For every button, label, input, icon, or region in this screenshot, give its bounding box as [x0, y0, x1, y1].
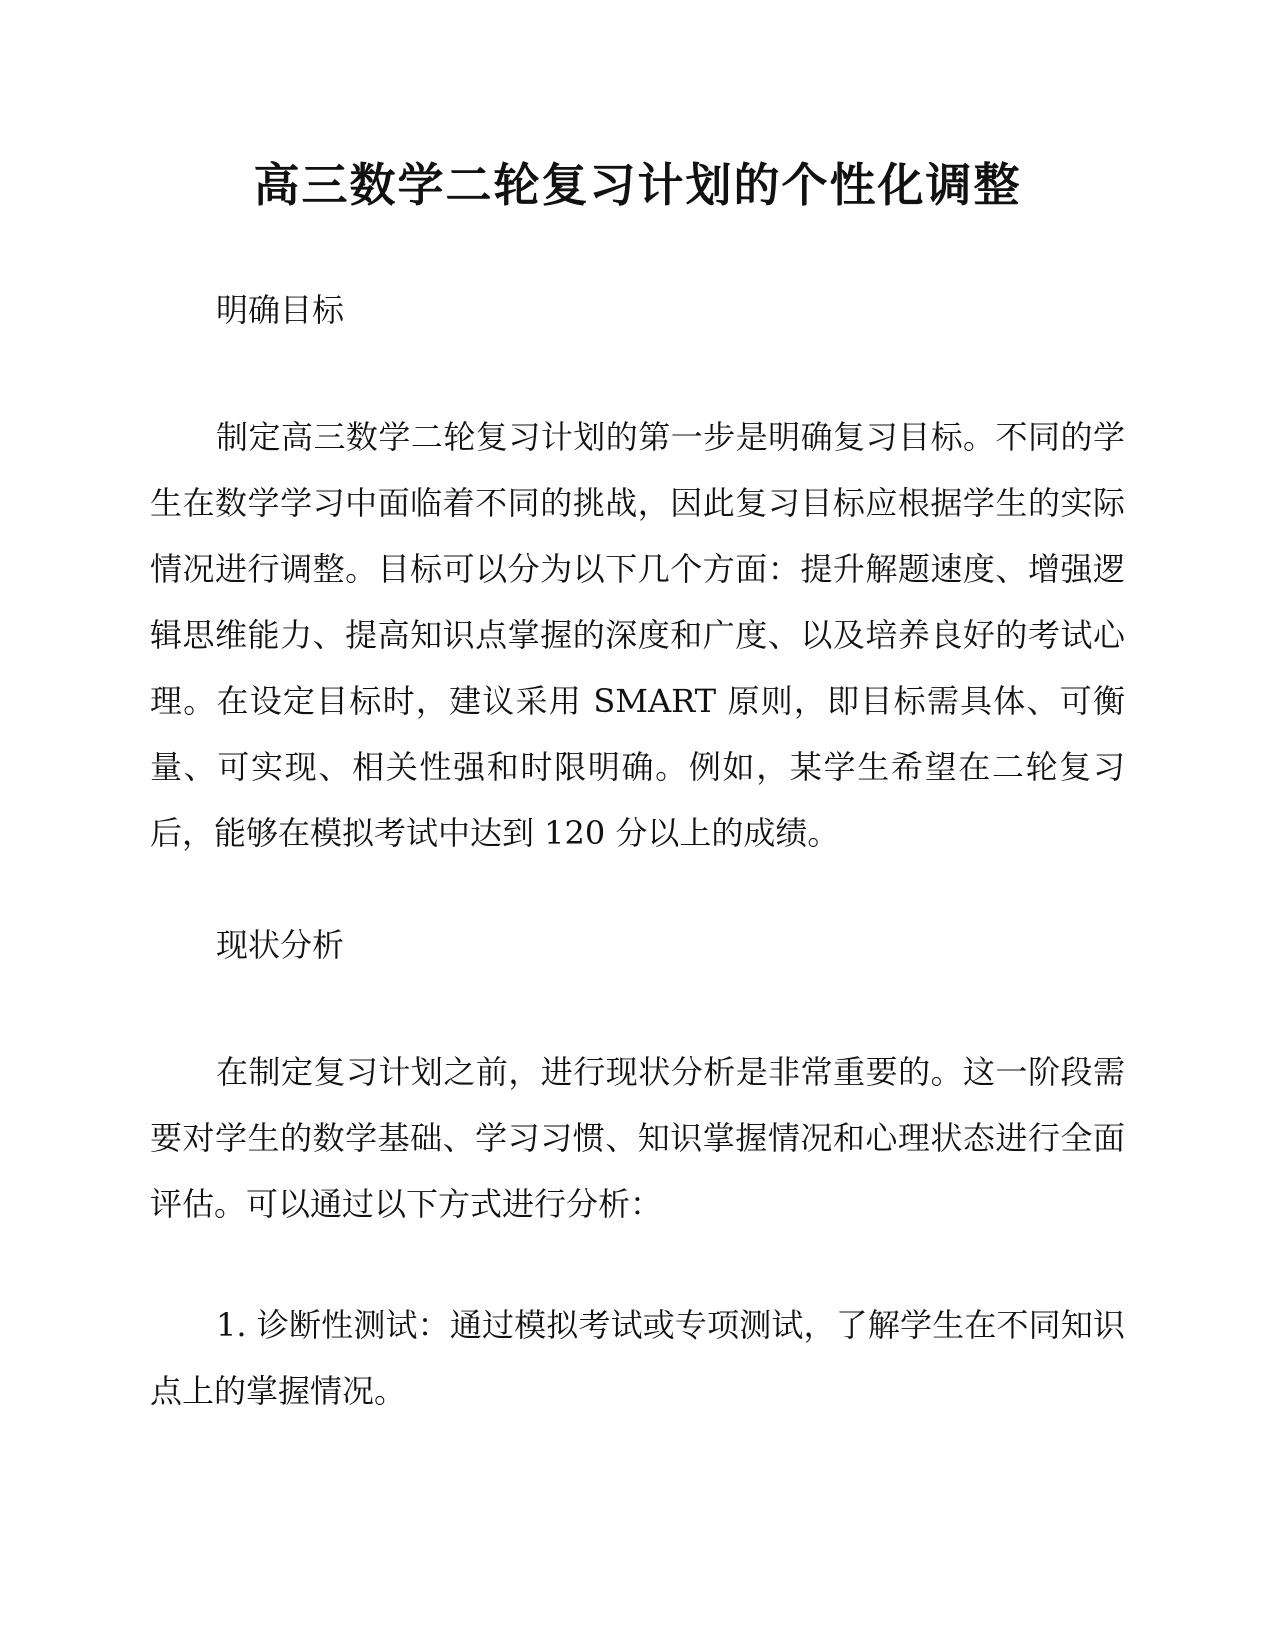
list-item-diagnostic-test: 1. 诊断性测试：通过模拟考试或专项测试，了解学生在不同知识点上的掌握情况。	[150, 1306, 1125, 1410]
paragraph-goals: 制定高三数学二轮复习计划的第一步是明确复习目标。不同的学生在数学学习中面临着不同的挑战，因此复习目标应根据学生的实际情况进行调整。目标可以分为以下几个方面：提升解题速度、增强逻辑思维能力、提高知识点掌握的深度和广度、以及培养良好的考试心理。在设定目标时，建议采用 SMART 原则，即目标需具体、可衡量、可实现、相关性强和时限明确。例如，某学生希望在二轮复习后，能够在模拟考试中达到 120 分以上的成绩。	[150, 418, 1125, 852]
document-title: 高三数学二轮复习计划的个性化调整	[253, 158, 1022, 212]
section-heading-analysis: 现状分析	[216, 926, 345, 964]
section-heading-goals: 明确目标	[216, 291, 345, 329]
paragraph-analysis: 在制定复习计划之前，进行现状分析是非常重要的。这一阶段需要对学生的数学基础、学习习惯、知识掌握情况和心理状态进行全面评估。可以通过以下方式进行分析：	[150, 1053, 1125, 1223]
